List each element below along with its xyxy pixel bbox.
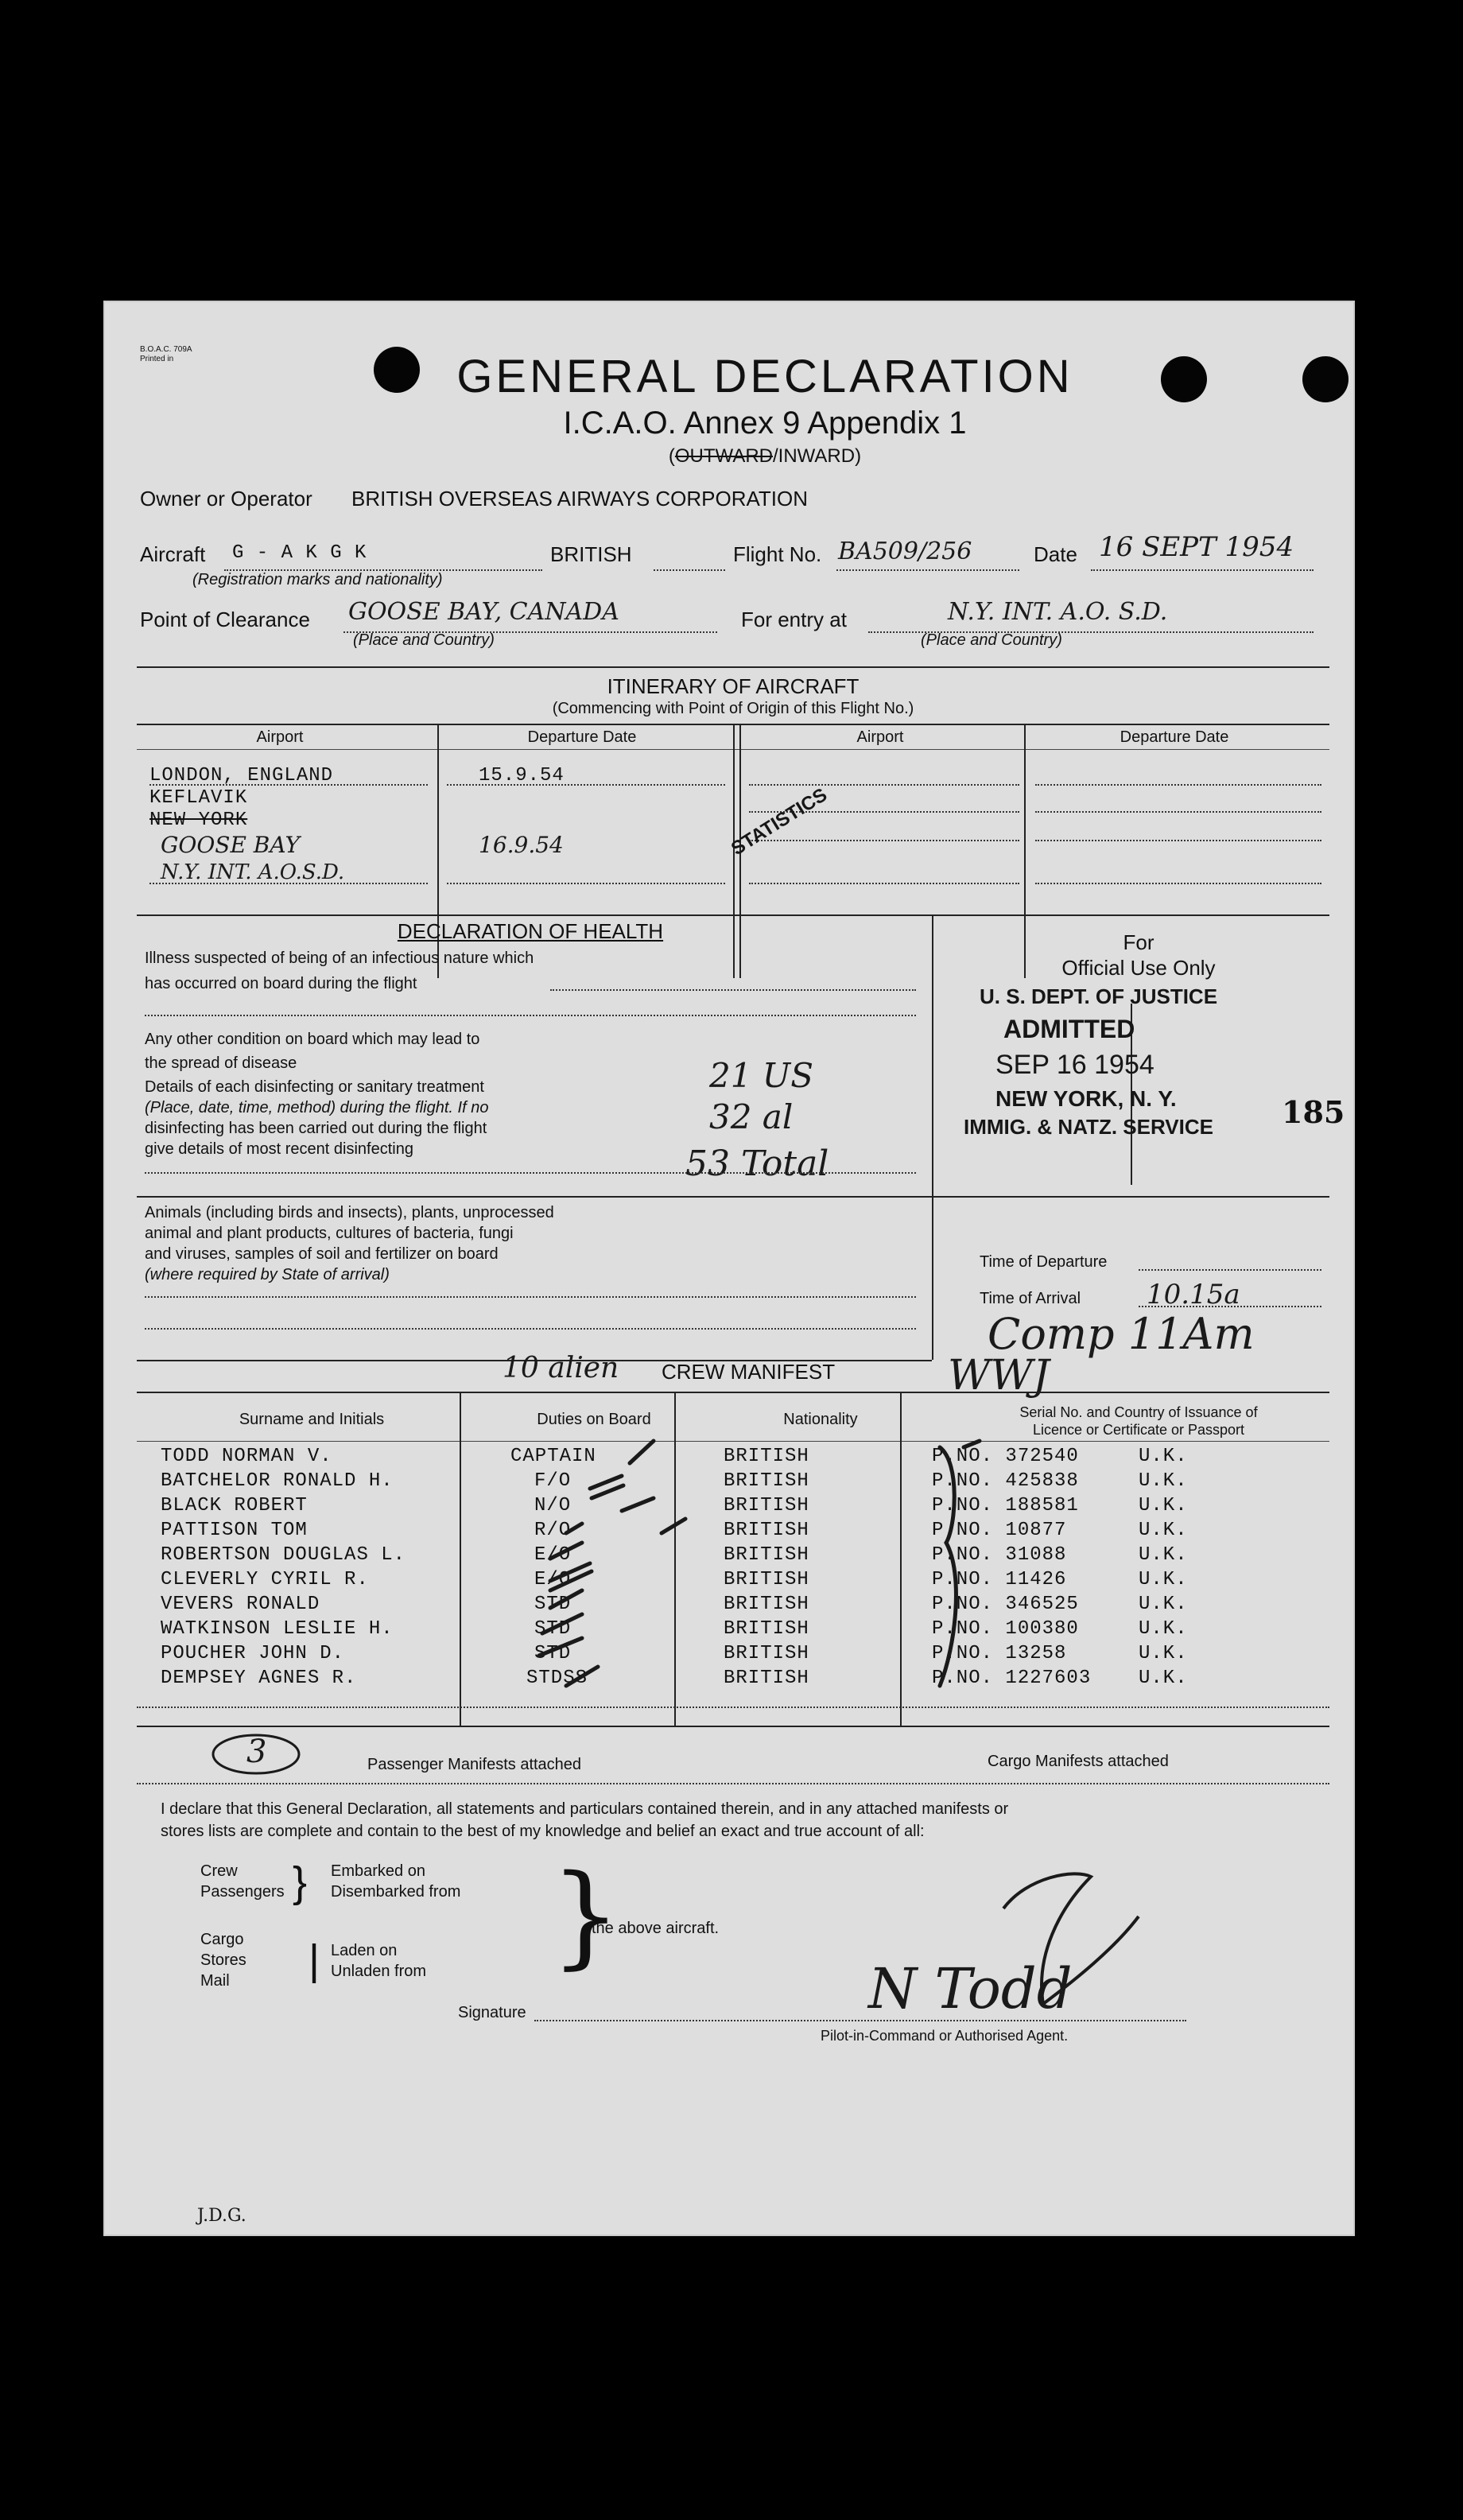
crew-duty: F/O bbox=[534, 1470, 572, 1492]
itinerary-airport-1: LONDON, ENGLAND bbox=[149, 765, 334, 786]
printer-mark-3: 709A bbox=[173, 345, 192, 354]
official-for: For bbox=[1123, 930, 1154, 954]
crew-nationality: BRITISH bbox=[724, 1520, 809, 1541]
big-brace-icon: } bbox=[550, 1851, 622, 1981]
hand-initials: WWJ bbox=[948, 1352, 1050, 1400]
entry-label: For entry at bbox=[741, 608, 847, 631]
crew-passport: P.NO. 13258 bbox=[932, 1643, 1067, 1664]
health-item2-a: Any other condition on board which may lead to bbox=[145, 1031, 480, 1048]
crew-country: U.K. bbox=[1139, 1470, 1188, 1492]
col-nationality: Nationality bbox=[783, 1411, 858, 1428]
declaration-text-1: I declare that this General Declaration, all statements and particulars contained therein, and in any attached manifests or bbox=[161, 1800, 1009, 1818]
crew-duty: N/O bbox=[534, 1495, 572, 1516]
crew-passport: P.NO. 10877 bbox=[932, 1520, 1067, 1541]
crew-name: ROBERTSON DOUGLAS L. bbox=[161, 1544, 406, 1566]
crew-duty: STD bbox=[534, 1594, 572, 1615]
signature-flourish bbox=[852, 1861, 1154, 2028]
stamp-dept: U. S. DEPT. OF JUSTICE bbox=[980, 984, 1218, 1008]
col-airport: Airport bbox=[256, 728, 304, 746]
clearance-label: Point of Clearance bbox=[140, 608, 310, 631]
decl-passengers: Passengers bbox=[200, 1883, 285, 1901]
departure-label: Time of Departure bbox=[980, 1253, 1108, 1271]
health-item4-b: animal and plant products, cultures of bacteria, fungi bbox=[145, 1225, 514, 1242]
crew-name: BLACK ROBERT bbox=[161, 1495, 308, 1516]
crew-duty: STD bbox=[534, 1618, 572, 1640]
arrival-value: 10.15a bbox=[1147, 1279, 1240, 1310]
health-item4-d: (where required by State of arrival) bbox=[145, 1266, 390, 1283]
crew-country: U.K. bbox=[1139, 1569, 1188, 1590]
cargo-stores-mail bbox=[200, 1929, 246, 1991]
decl-crew: Crew bbox=[200, 1862, 238, 1880]
crew-country: U.K. bbox=[1139, 1594, 1188, 1615]
aircraft-value: G - A K G K bbox=[232, 542, 367, 564]
crew-nationality: BRITISH bbox=[724, 1470, 809, 1492]
clearance-hint: (Place and Country) bbox=[353, 631, 495, 649]
crew-passport: P.NO. 100380 bbox=[932, 1618, 1079, 1640]
statistics-stamp: STATISTICS bbox=[727, 783, 831, 860]
crew-hand-prefix: 10 alien bbox=[503, 1352, 619, 1384]
decl-embarked: Embarked on bbox=[331, 1862, 425, 1880]
official-label: Official Use Only bbox=[1061, 956, 1216, 980]
stamp-city: NEW YORK, N. Y. bbox=[995, 1086, 1177, 1111]
signature-label: Signature bbox=[458, 2004, 526, 2021]
decl-disembarked: Disembarked from bbox=[331, 1883, 461, 1901]
crew-duty: CAPTAIN bbox=[510, 1446, 596, 1467]
health-item2-b: the spread of disease bbox=[145, 1054, 297, 1072]
crew-country: U.K. bbox=[1139, 1618, 1188, 1640]
col-name: Surname and Initials bbox=[239, 1411, 385, 1428]
stamp-service: IMMIG. & NATZ. SERVICE bbox=[964, 1115, 1213, 1139]
crew-country: U.K. bbox=[1139, 1520, 1188, 1541]
passenger-manifests-label: Passenger Manifests attached bbox=[367, 1756, 582, 1773]
flight-label: Flight No. bbox=[733, 542, 822, 566]
crew-name: BATCHELOR RONALD H. bbox=[161, 1470, 394, 1492]
crew-passport: P.NO. 425838 bbox=[932, 1470, 1079, 1492]
aircraft-hint: (Registration marks and nationality) bbox=[192, 571, 443, 588]
health-title: DECLARATION OF HEALTH bbox=[397, 919, 664, 943]
decl-mail: Mail bbox=[200, 1972, 230, 1990]
signature-value: N Todd bbox=[868, 1956, 1073, 2021]
itinerary-airport-5: N.Y. INT. A.O.S.D. bbox=[161, 860, 345, 884]
health-item4-a: Animals (including birds and insects), plants, unprocessed bbox=[145, 1204, 554, 1221]
crew-nationality: BRITISH bbox=[724, 1495, 809, 1516]
itinerary-airport-3: NEW YORK bbox=[149, 810, 248, 831]
crew-nationality: BRITISH bbox=[724, 1569, 809, 1590]
aircraft-label: Aircraft bbox=[140, 542, 206, 566]
col-departure-2: Departure Date bbox=[1120, 728, 1229, 746]
stamp-date: SEP 16 1954 bbox=[995, 1050, 1154, 1080]
col-departure: Departure Date bbox=[527, 728, 637, 746]
printer-mark-1: B.O.A.C. bbox=[140, 345, 172, 354]
decl-laden: Laden on bbox=[331, 1942, 398, 1959]
itinerary-subtitle: (Commencing with Point of Origin of this Flight No.) bbox=[552, 700, 914, 717]
itinerary-title: ITINERARY OF AIRCRAFT bbox=[607, 674, 860, 698]
col-airport-2: Airport bbox=[856, 728, 904, 746]
crew-duty: R/O bbox=[534, 1520, 572, 1541]
declaration-text-2: stores lists are complete and contain to the best of my knowledge and belief an exact and true account of all: bbox=[161, 1823, 925, 1840]
health-item3-d: give details of most recent disinfecting bbox=[145, 1140, 413, 1158]
entry-value: N.Y. INT. A.O. S.D. bbox=[948, 598, 1168, 626]
crew-duty: STDSS bbox=[526, 1668, 588, 1689]
crew-country: U.K. bbox=[1139, 1544, 1188, 1566]
crew-nationality: BRITISH bbox=[724, 1446, 809, 1467]
side-number: 185 bbox=[1282, 1094, 1345, 1130]
clearance-value: GOOSE BAY, CANADA bbox=[348, 598, 619, 626]
direction-struck: OUTWARD bbox=[674, 445, 773, 467]
crew-country: U.K. bbox=[1139, 1446, 1188, 1467]
itinerary-airport-4: GOOSE BAY bbox=[161, 832, 300, 858]
crew-name: VEVERS RONALD bbox=[161, 1594, 320, 1615]
pilot-label: Pilot-in-Command or Authorised Agent. bbox=[821, 2028, 1069, 2044]
itinerary-date-4: 16.9.54 bbox=[479, 832, 564, 858]
crew-country: U.K. bbox=[1139, 1668, 1188, 1689]
health-item1-b: has occurred on board during the flight bbox=[145, 975, 417, 992]
crew-name: POUCHER JOHN D. bbox=[161, 1643, 345, 1664]
crew-passport: P.NO. 188581 bbox=[932, 1495, 1079, 1516]
operator-label: Owner or Operator bbox=[140, 487, 312, 511]
crew-name: PATTISON TOM bbox=[161, 1520, 308, 1541]
crew-passport: P.NO. 31088 bbox=[932, 1544, 1067, 1566]
brace-icon: | bbox=[309, 1936, 320, 1984]
health-item3-b: (Place, date, time, method) during the flight. If no bbox=[145, 1099, 489, 1116]
arrival-label: Time of Arrival bbox=[980, 1290, 1081, 1307]
crew-nationality: BRITISH bbox=[724, 1594, 809, 1615]
above-aircraft: the above aircraft. bbox=[592, 1920, 720, 1937]
crew-name: CLEVERLY CYRIL R. bbox=[161, 1569, 369, 1590]
direction-inward: /INWARD bbox=[772, 445, 856, 467]
operator-value: BRITISH OVERSEAS AIRWAYS CORPORATION bbox=[351, 487, 809, 511]
crew-passport: P.NO. 1227603 bbox=[932, 1668, 1092, 1689]
health-hand-1: 21 US bbox=[709, 1056, 813, 1095]
hand-note: Comp 11Am bbox=[988, 1309, 1255, 1359]
health-item1-a: Illness suspected of being of an infectious nature which bbox=[145, 949, 534, 967]
laden-options bbox=[331, 1940, 426, 1982]
crew-name: WATKINSON LESLIE H. bbox=[161, 1618, 394, 1640]
brace-icon: } bbox=[293, 1858, 308, 1906]
crew-title: CREW MANIFEST bbox=[662, 1360, 836, 1384]
crew-passport: P.NO. 346525 bbox=[932, 1594, 1079, 1615]
footer-initials: J.D.G. bbox=[197, 2206, 246, 2226]
crew-duty: E/O bbox=[534, 1544, 572, 1566]
decl-cargo: Cargo bbox=[200, 1931, 244, 1948]
aircraft-nationality: BRITISH bbox=[550, 542, 632, 566]
printer-mark-2: Printed in bbox=[140, 355, 174, 363]
flight-value: BA509/256 bbox=[838, 538, 972, 565]
crew-passport: P.NO. 11426 bbox=[932, 1569, 1067, 1590]
crew-passengers bbox=[200, 1861, 285, 1902]
cargo-manifests-label: Cargo Manifests attached bbox=[988, 1753, 1169, 1770]
crew-country: U.K. bbox=[1139, 1643, 1188, 1664]
crew-duty: STD bbox=[534, 1643, 572, 1664]
entry-hint: (Place and Country) bbox=[921, 631, 1062, 649]
passenger-count: 3 bbox=[246, 1734, 267, 1770]
health-hand-3: 53 Total bbox=[685, 1144, 829, 1184]
form-subtitle: I.C.A.O. Annex 9 Appendix 1 bbox=[563, 406, 967, 441]
col-licence-b: Licence or Certificate or Passport bbox=[1032, 1422, 1245, 1438]
stamp-admitted: ADMITTED bbox=[1003, 1015, 1135, 1043]
itinerary-airport-2: KEFLAVIK bbox=[149, 787, 248, 809]
crew-nationality: BRITISH bbox=[724, 1544, 809, 1566]
health-item3-c: disinfecting has been carried out during the flight bbox=[145, 1120, 487, 1137]
direction: (OUTWARD/INWARD) bbox=[668, 445, 862, 467]
health-item4-c: and viruses, samples of soil and fertilizer on board bbox=[145, 1245, 499, 1263]
crew-duty: E/O bbox=[534, 1569, 572, 1590]
form-title: GENERAL DECLARATION bbox=[456, 351, 1073, 402]
crew-check-marks bbox=[105, 302, 1353, 2235]
itinerary-date-1: 15.9.54 bbox=[479, 765, 565, 786]
col-licence-a: Serial No. and Country of Issuance of bbox=[1019, 1404, 1258, 1420]
declaration-form bbox=[105, 302, 1353, 2235]
decl-stores: Stores bbox=[200, 1951, 246, 1969]
crew-name: TODD NORMAN V. bbox=[161, 1446, 332, 1467]
embark-options bbox=[331, 1861, 460, 1902]
decl-unladen: Unladen from bbox=[331, 1963, 427, 1980]
crew-nationality: BRITISH bbox=[724, 1643, 809, 1664]
health-hand-2: 32 al bbox=[709, 1097, 794, 1136]
col-duties: Duties on Board bbox=[537, 1411, 651, 1428]
crew-passport: P.NO. 372540 bbox=[932, 1446, 1079, 1467]
crew-name: DEMPSEY AGNES R. bbox=[161, 1668, 357, 1689]
date-label: Date bbox=[1034, 542, 1077, 566]
crew-country: U.K. bbox=[1139, 1495, 1188, 1516]
crew-nationality: BRITISH bbox=[724, 1618, 809, 1640]
crew-nationality: BRITISH bbox=[724, 1668, 809, 1689]
health-item3-a: Details of each disinfecting or sanitary treatment bbox=[145, 1078, 484, 1096]
date-value: 16 SEPT 1954 bbox=[1099, 531, 1294, 563]
